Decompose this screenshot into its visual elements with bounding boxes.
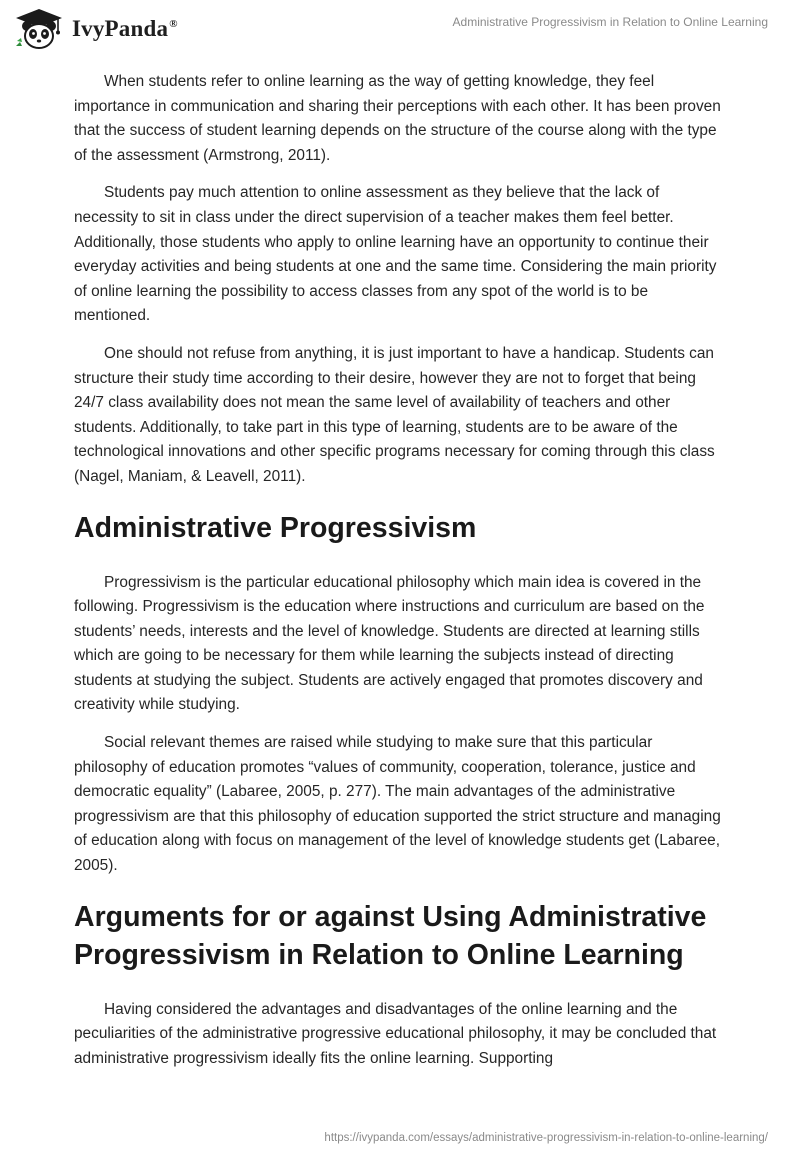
source-url-link[interactable]: https://ivypanda.com/essays/administrative-progressivism-in-relation-to-online-learning/ bbox=[324, 1132, 768, 1144]
paragraph: One should not refuse from anything, it is just important to have a handicap. Students can structure their study time according to their desire, however they are not to forget that being 24/7 class availability does not mean the same level of availability of teachers and other students. Additionally, to take part in this type of learning, students are to be aware of the technological innovations and other specific programs necessary for coming through this class (Nagel, Maniam, & Leavell, 2011). bbox=[74, 344, 715, 485]
section-heading: Arguments for or against Using Administrative Progressivism in Relation to Online Learning bbox=[74, 900, 707, 971]
registered-mark: ® bbox=[169, 18, 178, 31]
panda-graduate-icon bbox=[14, 8, 64, 50]
paragraph: Students pay much attention to online assessment as they believe that the lack of necessity to sit in class under the direct supervision of a teacher makes them feel better. Additionally, those students who apply to online learning have an opportunity to continue their everyday activities and being students at one and the same time. Considering the main priority of online learning the possibility to access classes from any spot of the world is to be mentioned. bbox=[74, 184, 717, 325]
paragraph: Social relevant themes are raised while studying to make sure that this particular philosophy of education promotes “values of community, cooperation, tolerance, justice and democratic equality” (Labaree, 2005, p. 277). The main advantages of the administrative progressivism are that this philosophy of education supported the strict structure and managing of education along with focus on management of the level of knowledge students get (Labaree, 2005). bbox=[74, 734, 721, 875]
paragraph: Progressivism is the particular educational philosophy which main idea is covered in the following. Progressivism is the education where instructions and curriculum are based on the students’ needs, interests and the level of knowledge. Students are directed at learning stills which are going to be necessary for them while learning the subjects instead of directing students at studying the subject. Students are actively engaged that promotes discovery and creativity while studying. bbox=[74, 573, 705, 714]
section-heading: Administrative Progressivism bbox=[74, 511, 477, 544]
essay-body bbox=[74, 70, 726, 1084]
paragraph: When students refer to online learning as the way of getting knowledge, they feel importance in communication and sharing their perceptions with each other. It has been proven that the success of student learning depends on the structure of the course along with the type of the assessment (Armstrong, 2011). bbox=[74, 73, 721, 164]
paragraph: Having considered the advantages and disadvantages of the online learning and the peculiarities of the administrative progressive educational philosophy, it may be concluded that administrative progressivism ideally fits the online learning. Supporting bbox=[74, 1000, 717, 1067]
ivypanda-logo[interactable] bbox=[14, 8, 178, 50]
document-title: Administrative Progressivism in Relation to Online Learning bbox=[452, 15, 768, 29]
page-header bbox=[0, 0, 800, 70]
brand-name: IvyPanda® bbox=[72, 16, 178, 41]
